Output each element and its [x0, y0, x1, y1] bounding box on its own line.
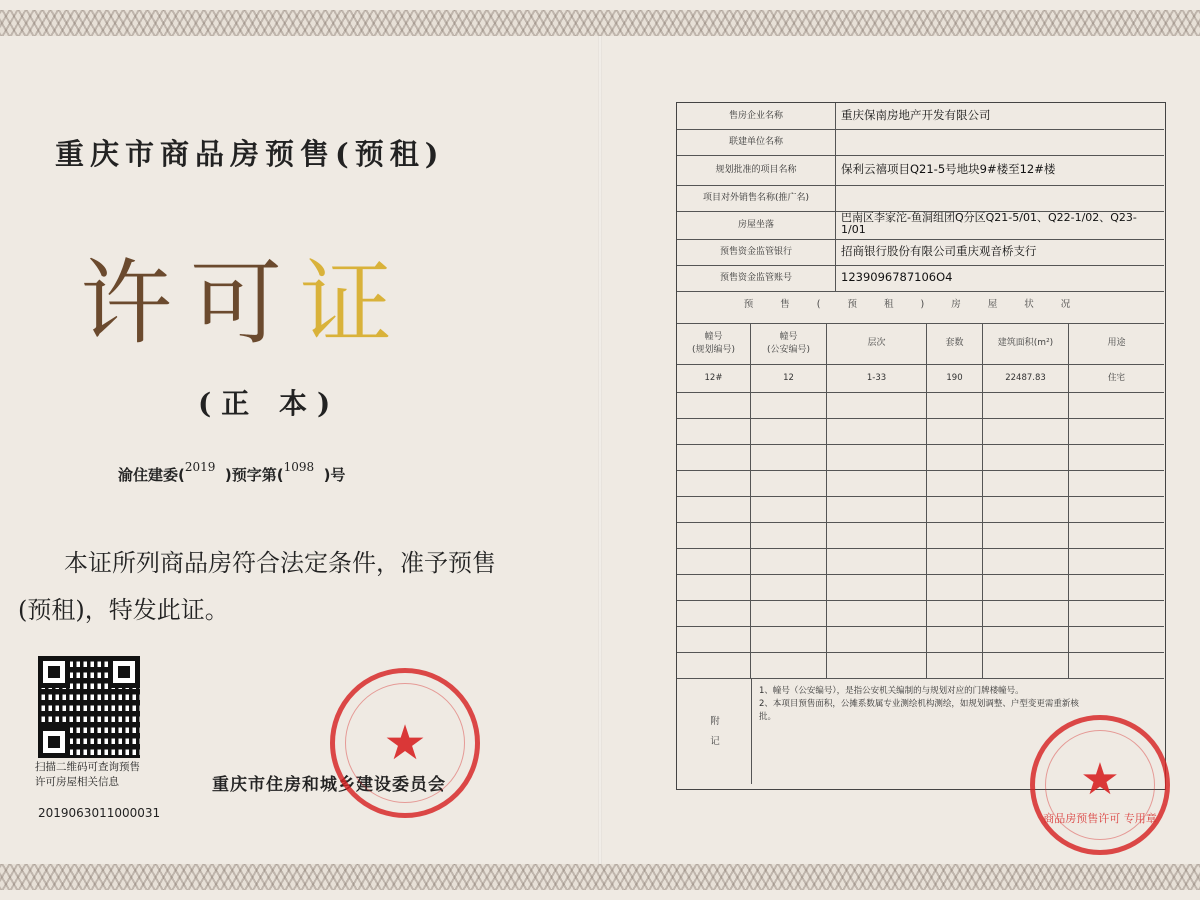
permit-year: 2019: [184, 460, 216, 474]
info-label: 项目对外销售名称(推广名): [677, 185, 836, 211]
empty-cell: [751, 497, 827, 523]
permit-no: 1098: [283, 460, 315, 474]
empty-cell: [751, 653, 827, 679]
empty-cell: [827, 393, 927, 419]
empty-cell: [827, 471, 927, 497]
empty-cell: [983, 653, 1069, 679]
info-label: 售房企业名称: [677, 103, 836, 129]
info-label: 规划批准的项目名称: [677, 155, 836, 185]
table-cell: 住宅: [1069, 365, 1164, 393]
info-label: 预售资金监管账号: [677, 265, 836, 291]
column-header: 套数: [927, 323, 983, 365]
empty-cell: [1069, 549, 1164, 575]
qr-finder: [38, 726, 70, 758]
empty-cell: [1069, 471, 1164, 497]
empty-cell: [677, 549, 751, 575]
info-row: [677, 155, 1164, 186]
title-char: 可: [190, 250, 301, 357]
empty-cell: [677, 627, 751, 653]
empty-cell: [927, 575, 983, 601]
info-value: 重庆保南房地产开发有限公司: [841, 108, 991, 122]
empty-cell: [751, 393, 827, 419]
empty-cell: [927, 653, 983, 679]
certificate-title: [80, 230, 410, 362]
empty-cell: [927, 497, 983, 523]
info-row: [677, 129, 1164, 156]
qr-code[interactable]: [38, 656, 140, 758]
empty-cell: [927, 523, 983, 549]
empty-cell: [983, 393, 1069, 419]
column-header: 幢号 (规划编号): [677, 323, 751, 365]
info-row: [677, 103, 1164, 130]
bottom-decorative-border: [0, 864, 1200, 890]
empty-cell: [983, 549, 1069, 575]
empty-cell: [927, 471, 983, 497]
empty-cell: [827, 601, 927, 627]
note-line: 2、本项目预售面积，公摊系数属专业测绘机构测绘，如规划调整、户型变更需重新核批。: [759, 699, 1079, 722]
empty-cell: [751, 445, 827, 471]
empty-cell: [751, 549, 827, 575]
empty-cell: [983, 575, 1069, 601]
copy-type-label: (正 本): [198, 387, 341, 420]
info-row: [677, 265, 1164, 292]
empty-cell: [827, 419, 927, 445]
empty-cell: [677, 419, 751, 445]
empty-cell: [677, 445, 751, 471]
empty-cell: [983, 497, 1069, 523]
empty-cell: [927, 419, 983, 445]
empty-cell: [677, 497, 751, 523]
empty-cell: [1069, 653, 1164, 679]
empty-cell: [677, 601, 751, 627]
info-value: 巴南区李家沱-鱼洞组团Q分区Q21-5/01、Q22-1/02、Q23-1/01: [841, 211, 1137, 236]
empty-cell: [751, 523, 827, 549]
qr-finder: [108, 656, 140, 688]
info-value: 招商银行股份有限公司重庆观音桥支行: [841, 244, 1037, 258]
permit-number-prefix: 渝住建委(: [118, 466, 185, 484]
title-char: 证: [300, 250, 411, 357]
empty-cell: [1069, 601, 1164, 627]
top-decorative-border: [0, 10, 1200, 36]
info-label: 房屋坐落: [677, 211, 836, 239]
approval-statement: 本证所列商品房符合法定条件，准予预售(预租)，特发此证。: [18, 549, 496, 624]
permit-number-mid: )预字第(: [224, 466, 284, 484]
official-seal: [330, 668, 480, 818]
star-icon: ★: [383, 715, 427, 771]
info-label: 联建单位名称: [677, 129, 836, 155]
empty-cell: [983, 445, 1069, 471]
empty-cell: [983, 601, 1069, 627]
empty-cell: [677, 575, 751, 601]
info-value: 保利云禧项目Q21-5号地块9#楼至12#楼: [841, 162, 1056, 176]
empty-cell: [927, 445, 983, 471]
info-value: [841, 185, 1161, 191]
empty-cell: [983, 523, 1069, 549]
info-row: [677, 211, 1164, 240]
empty-cell: [1069, 627, 1164, 653]
info-row: [677, 185, 1164, 212]
table-cell: 12#: [677, 365, 751, 393]
empty-cell: [827, 549, 927, 575]
star-icon: ★: [1080, 754, 1120, 805]
empty-cell: [677, 393, 751, 419]
empty-cell: [751, 627, 827, 653]
empty-cell: [1069, 419, 1164, 445]
empty-cell: [983, 627, 1069, 653]
empty-cell: [927, 627, 983, 653]
column-header: 建筑面积(m²): [983, 323, 1069, 365]
empty-cell: [677, 653, 751, 679]
table-cell: 190: [927, 365, 983, 393]
info-label: 预售资金监管银行: [677, 239, 836, 265]
empty-cell: [927, 601, 983, 627]
empty-cell: [983, 419, 1069, 445]
empty-cell: [677, 523, 751, 549]
note-line: 1、幢号（公安编号），是指公安机关编制的与规划对应的门牌楼幢号。: [759, 686, 1024, 696]
column-header: 幢号 (公安编号): [751, 323, 827, 365]
empty-cell: [927, 549, 983, 575]
info-row: [677, 239, 1164, 266]
presale-seal: [1030, 715, 1170, 855]
issuing-authority: 重庆市住房和城乡建设委员会: [212, 775, 446, 795]
empty-cell: [927, 393, 983, 419]
empty-cell: [751, 471, 827, 497]
empty-cell: [751, 575, 827, 601]
empty-cell: [827, 523, 927, 549]
qr-caption: 扫描二维码可查询预售许可房屋相关信息: [35, 761, 140, 788]
empty-cell: [751, 419, 827, 445]
center-fold: [598, 36, 602, 864]
title-char: 许: [80, 250, 191, 357]
qr-finder: [38, 656, 70, 688]
info-value: 1239096787106O4: [841, 270, 953, 284]
empty-cell: [827, 627, 927, 653]
empty-cell: [1069, 393, 1164, 419]
seal-text: 商品房预售许可 专用章: [1043, 812, 1157, 825]
empty-cell: [827, 575, 927, 601]
empty-cell: [1069, 523, 1164, 549]
empty-cell: [827, 497, 927, 523]
empty-cell: [1069, 445, 1164, 471]
notes-text: [759, 685, 1079, 724]
empty-cell: [677, 471, 751, 497]
empty-cell: [751, 601, 827, 627]
empty-cell: [827, 445, 927, 471]
certificate-heading: 重庆市商品房预售(预租): [55, 137, 445, 171]
table-cell: 12: [751, 365, 827, 393]
notes-label: 附 记: [677, 679, 752, 784]
table-cell: 1-33: [827, 365, 927, 393]
column-header: 用途: [1069, 323, 1164, 365]
empty-cell: [1069, 497, 1164, 523]
status-section-title: 预售(预租)房屋状况: [677, 291, 1164, 324]
empty-cell: [983, 471, 1069, 497]
empty-cell: [827, 653, 927, 679]
empty-cell: [1069, 575, 1164, 601]
serial-number: 2019063011000031: [38, 806, 161, 820]
permit-number-suffix: )号: [323, 466, 346, 484]
table-cell: 22487.83: [983, 365, 1069, 393]
permit-details-table: [676, 102, 1166, 790]
info-value: [841, 129, 1161, 135]
permit-number: [118, 460, 346, 485]
column-header: 层次: [827, 323, 927, 365]
